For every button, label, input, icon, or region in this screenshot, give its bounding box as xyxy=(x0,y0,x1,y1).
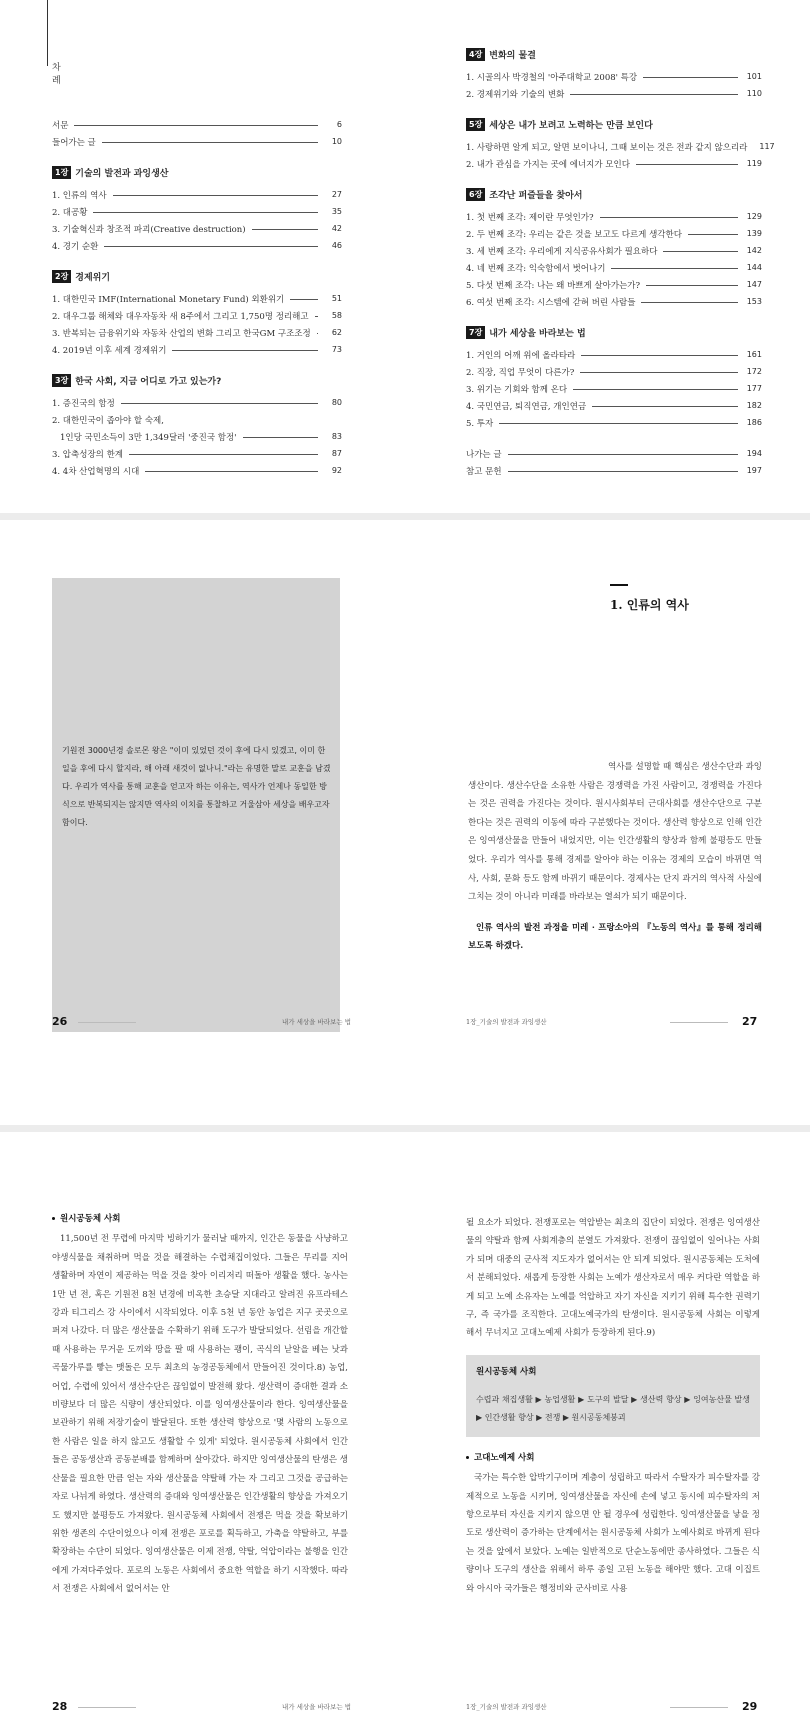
toc-entry-page: 119 xyxy=(746,159,762,168)
chapter-badge: 5장 xyxy=(466,118,485,131)
toc-entry[interactable] xyxy=(52,237,342,254)
toc-leader-line xyxy=(252,229,318,230)
toc-entry-page: 182 xyxy=(746,401,762,410)
toc-chapter-heading[interactable] xyxy=(466,116,762,133)
toc-entry-title: 1. 첫 번째 조각: 제이란 무엇인가? xyxy=(466,212,594,223)
toc-entry[interactable] xyxy=(52,428,342,445)
chapter-badge: 3장 xyxy=(52,374,71,387)
toc-entry-title: 5. 투자 xyxy=(466,418,494,429)
toc-entry[interactable] xyxy=(466,68,762,85)
toc-chapter-heading[interactable] xyxy=(52,164,342,181)
chapter-opening-spread xyxy=(0,520,810,1132)
toc-leader-line xyxy=(113,195,318,196)
toc-entry-page: 144 xyxy=(746,263,762,272)
toc-entry[interactable] xyxy=(52,133,342,150)
toc-entry[interactable] xyxy=(466,225,762,242)
toc-leader-line xyxy=(508,454,738,455)
body-emphasis: 인류 역사의 발전 과정을 미레 · 프랑소아의 『노동의 역사』를 통해 정리해 보도록 하겠다. xyxy=(468,922,762,952)
toc-entry-title: 2. 대한민국이 좁아야 할 숙제, xyxy=(52,415,164,426)
toc-leader-line xyxy=(643,77,738,78)
toc-leader-line xyxy=(663,251,738,252)
page-number-left: 26 xyxy=(52,1015,68,1028)
toc-entry-title: 3. 위기는 기회와 함께 온다 xyxy=(466,384,568,395)
toc-leader-line xyxy=(102,142,318,143)
chapter-title: 내가 세상을 바라보는 법 xyxy=(489,329,586,339)
toc-leader-line xyxy=(145,471,318,472)
toc-entry[interactable] xyxy=(466,293,762,310)
toc-entry-page: 110 xyxy=(746,89,762,98)
page-number-right: 29 xyxy=(742,1700,758,1713)
toc-entry-page: 58 xyxy=(331,311,342,320)
toc-entry-page: 161 xyxy=(746,350,762,359)
chapter-title-rule xyxy=(610,584,628,586)
toc-leader-line xyxy=(570,94,738,95)
toc-entry[interactable] xyxy=(52,394,342,411)
right-page-body xyxy=(466,1214,760,1598)
toc-entry-page: 6 xyxy=(336,120,342,129)
toc-entry[interactable] xyxy=(466,380,762,397)
toc-entry-page: 177 xyxy=(746,384,762,393)
toc-entry-title: 1. 사랑하면 알게 되고, 알면 보이나니, 그때 보이는 것은 전과 같지 않으리라 xyxy=(466,142,748,153)
summary-box-flow: 수렵과 채집생활 ▶ 농업생활 ▶ 도구의 발달 ▶ 생산력 향상 ▶ 잉여농산물 발생 ▶ 인간생활 향상 ▶ 전쟁 ▶ 원시공동체붕괴 xyxy=(476,1394,750,1422)
toc-entry-page: 87 xyxy=(331,449,342,458)
toc-entry[interactable] xyxy=(466,242,762,259)
toc-entry-page: 139 xyxy=(746,229,762,238)
toc-entry-title: 3. 반복되는 금융위기와 자동차 산업의 변화 그리고 한국GM 구조조정 xyxy=(52,328,311,339)
toc-entry[interactable] xyxy=(466,155,762,172)
chapter-body xyxy=(468,758,762,956)
bullet-icon xyxy=(52,1217,55,1220)
footer-line xyxy=(670,1707,728,1708)
chapter-badge: 1장 xyxy=(52,166,71,179)
body-paragraph: 역사를 설명할 때 핵심은 생산수단과 과잉생산이다. 생산수단을 소유한 사람은 경쟁력을 가진 사람이고, 경쟁력을 가진다는 것은 권력을 가진다는 것이다. 원시사회부터 근대사회를 생산수단으로 구분한다는 것은 권력의 이동에 따라 구분했다는 것이다. 생산력 향상으로 인해 인간은 잉여생산물을 만들어 내었지만, 이는 인간생활의 향상과 함께 불평등도 만들었다. 우리가 역사를 통해 경제를 알아야 하는 이유는 경제의 모습이 바뀌면 역사, 사회, 문화 등도 함께 바뀌기 때문이다. 경제사는 단지 과거의 역사적 사실에 그치는 것이 아니라 미래를 바라보는 열쇠가 되기 때문이다. xyxy=(468,762,762,903)
chapter-badge: 4장 xyxy=(466,48,485,61)
toc-entry[interactable] xyxy=(466,397,762,414)
toc-entry-page: 83 xyxy=(331,432,342,441)
toc-chapter-heading[interactable] xyxy=(52,268,342,285)
toc-leader-line xyxy=(290,299,318,300)
section-heading: 고대노예제 사회 xyxy=(466,1449,760,1467)
chapter-title: 세상은 내가 보려고 노력하는 만큼 보인다 xyxy=(489,121,653,131)
toc-leader-line xyxy=(121,403,318,404)
chapter-title: 1. 인류의 역사 xyxy=(610,598,689,612)
toc-entry[interactable] xyxy=(52,220,342,237)
toc-entry-title: 서문 xyxy=(52,120,69,131)
toc-entry[interactable] xyxy=(52,445,342,462)
toc-entry-title: 1. 증진국의 함정 xyxy=(52,398,115,409)
toc-leader-line xyxy=(93,212,318,213)
toc-leader-line xyxy=(129,454,318,455)
summary-box-title: 원시공동체 사회 xyxy=(476,1366,537,1377)
toc-entry[interactable] xyxy=(466,85,762,102)
section-heading: 원시공동체 사회 xyxy=(52,1210,348,1228)
running-footer-left: 내가 세상을 바라보는 법 xyxy=(282,1703,351,1711)
chapter-badge: 7장 xyxy=(466,326,485,339)
toc-leader-line xyxy=(636,164,738,165)
running-footer-right: 1장_기술의 발전과 과잉생산 xyxy=(466,1018,547,1026)
toc-entry-title: 3. 기술혁신과 창조적 파괴(Creative destruction) xyxy=(52,224,246,235)
toc-leader-line xyxy=(573,389,738,390)
toc-entry-page: 172 xyxy=(746,367,762,376)
toc-entry-title: 1. 대한민국 IMF(International Monetary Fund) 외환위기 xyxy=(52,294,285,305)
toc-entry[interactable] xyxy=(466,259,762,276)
toc-chapter-heading[interactable] xyxy=(466,186,762,203)
toc-entry-title: 4. 2019년 이후 세계 경제위기 xyxy=(52,345,167,356)
toc-entry[interactable] xyxy=(466,276,762,293)
toc-entry[interactable] xyxy=(466,363,762,380)
footer-line xyxy=(670,1022,728,1023)
page-number-right: 27 xyxy=(742,1015,758,1028)
toc-chapter-heading[interactable] xyxy=(466,46,762,63)
toc-leader-line xyxy=(646,285,738,286)
bullet-icon xyxy=(466,1456,469,1459)
toc-entry[interactable] xyxy=(466,445,762,462)
toc-leader-line xyxy=(580,372,738,373)
toc-entry-page: 92 xyxy=(331,466,342,475)
toc-entry-title: 3. 세 번째 조각: 우리에게 지식공유사회가 필요하다 xyxy=(466,246,658,257)
toc-entry-page: 142 xyxy=(746,246,762,255)
toc-entry[interactable] xyxy=(466,138,775,155)
running-footer-right: 1장_기술의 발전과 과잉생산 xyxy=(466,1703,547,1711)
toc-entry[interactable] xyxy=(52,462,342,479)
toc-entry-page: 194 xyxy=(746,449,762,458)
toc-entry-page: 117 xyxy=(759,142,775,151)
toc-entry[interactable] xyxy=(466,414,762,431)
toc-entry[interactable] xyxy=(52,341,342,358)
toc-entry-title: 2. 내가 관심을 가지는 곳에 에너지가 모인다 xyxy=(466,159,630,170)
toc-entry-title: 2. 대우그룹 해체와 대우자동차 새 8주에서 그리고 1,750명 정리해고 xyxy=(52,311,309,322)
running-footer-left: 내가 세상을 바라보는 법 xyxy=(282,1018,351,1026)
toc-entry[interactable] xyxy=(52,411,342,428)
chapter-badge: 6장 xyxy=(466,188,485,201)
body-paragraph: 11,500년 전 무렵에 마지막 빙하기가 물러날 때까지, 인간은 동물을 사냥하고 야생식물을 채취하며 먹을 것을 해결하는 수렵채집이었다. 그들은 무리를 지어 생활하며 자연이 제공하는 먹을 것을 찾아 이리저리 떠돌아 생활을 했다. 농사는 1만 년 전, 혹은 기원전 8천 년경에 비옥한 초승달 지대라고 알려진 유프라테스 강과 티그리스 강 사이에서 시작되었다. 이후 5천 년 동안 농업은 지구 곳곳으로 퍼져 나갔다. 더 많은 생산물을 수확하기 위해 도구가 발달되었다. 선림을 개간할 때 사용하는 무거운 도끼와 땅을 팔 때 사용하는 괭이, 곡식의 낟알을 베는 낫과 곡물가루를 빻는 맷돌은 모두 최초의 농경공동체에서 만들어진 것이다.8) 농업, 어업, 수렵에 있어서 생산수단은 끊임없이 발전해 왔다. 생산력이 증대한 결과 소비량보다 더 많은 식량이 생산되었다. 이를 잉여생산물이라 한다. 잉여생산물을 보관하기 위해 저장기술이 발달된다. 또한 생산력 향상으로 '몇 사람의 노동으로 한 사람은 일을 하지 않고도 생활할 수 있게' 되었다. 원시공동체 사회에서 인간들은 공동생산과 공동분배를 함께하며 살아갔다. 하지만 잉여생산물의 탄생은 생산물을 필요한 만큼 얻는 자와 생산물을 약탈해 가는 자 그리고 그것을 공급하는 자로 나뉘게 하였다. 생산력의 증대와 잉여생산물은 인간생활의 향상을 가져오기도 했지만 불평등도 가져왔다. 원시공동체 사회에서 전쟁은 먹을 것을 확보하기 위한 생존의 수단이었으나 이제 전쟁은 포로를 획득하고, 가축을 약탈하고, 부를 확장하는 수단이 되었다. 잉여생산물은 이제 전쟁, 약탈, 억압이라는 불행을 인간에게 가져다주었다. 포로의 노동은 사회에서 중요한 역할을 하기 시작했다. 따라서 전쟁은 사회에서 없어서는 안 xyxy=(52,1234,348,1595)
toc-entry-page: 197 xyxy=(746,466,762,475)
toc-entry[interactable] xyxy=(52,203,342,220)
toc-leader-line xyxy=(508,471,738,472)
chapter-badge: 2장 xyxy=(52,270,71,283)
toc-entry-title: 들어가는 글 xyxy=(52,137,96,148)
toc-entry-title: 6. 여섯 번째 조각: 시스템에 갇혀 버린 사람들 xyxy=(466,297,636,308)
toc-entry-title: 2. 경제위기와 기술의 변화 xyxy=(466,89,565,100)
toc-entry-title: 1. 인류의 역사 xyxy=(52,190,107,201)
toc-leader-line xyxy=(499,423,738,424)
toc-entry[interactable] xyxy=(466,462,762,479)
toc-entry-title: 1. 시골의사 박경철의 '아주대학교 2008' 특강 xyxy=(466,72,638,83)
toc-chapter-heading[interactable] xyxy=(52,372,342,389)
summary-box xyxy=(466,1355,760,1437)
toc-leader-line xyxy=(172,350,318,351)
toc-entry-page: 46 xyxy=(331,241,342,250)
toc-entry-title: 2. 대공황 xyxy=(52,207,88,218)
toc-leader-line xyxy=(104,246,318,247)
toc-leader-line xyxy=(581,355,738,356)
toc-entry[interactable] xyxy=(52,186,342,203)
page-number-left: 28 xyxy=(52,1700,68,1713)
toc-entry-title: 3. 압축성장의 한계 xyxy=(52,449,123,460)
chapter-title: 변화의 물결 xyxy=(489,51,536,61)
toc-entry-title: 4. 국민연금, 퇴직연금, 개인연금 xyxy=(466,401,587,412)
footer-line xyxy=(78,1707,136,1708)
toc-leader-line xyxy=(315,316,318,317)
epigraph-quote: 기원전 3000년경 솔로몬 왕은 "이미 있었던 것이 후에 다시 있겠고, 이미 한 일을 후에 다시 할지라, 해 아래 새것이 없나니."라는 유명한 말로 교훈을 남겼다. 우리가 역사를 통해 교훈을 얻고자 하는 이유는, 역사가 언제나 동일한 방식으로 반복되지는 않지만 역사의 이치를 통찰하고 거울삼아 세상을 배우고자 함이다. xyxy=(62,746,331,827)
toc-entry-title: 4. 경기 순환 xyxy=(52,241,99,252)
toc-entry-page: 147 xyxy=(746,280,762,289)
toc-spread xyxy=(0,0,810,520)
body-paragraph: 될 요소가 되었다. 전쟁포로는 역압받는 최초의 집단이 되었다. 전쟁은 잉여생산물의 약탈과 함께 사회계층의 분열도 가져왔다. 전쟁이 끊임없이 일어나는 사회가 되며 대중의 군사적 지도자가 없어서는 안 되게 되었다. 원시공동체는 도처에서 분해되었다. 새롭게 등장한 사회는 노예가 생산자로서 매우 커다란 역할을 하게 되고 노예 소유자는 노예를 억압하고 자기 자신을 지키기 위해 특수한 권력기구, 즉 국가를 조직한다. 고대노예국가의 탄생이다. 원시공동체 사회는 이렇게 해서 무너지고 고대노예제 사회가 등장하게 된다.9) xyxy=(466,1218,760,1339)
toc-entry-page: 10 xyxy=(331,137,342,146)
toc-entry-page: 35 xyxy=(331,207,342,216)
toc-entry-page: 73 xyxy=(331,345,342,354)
toc-entry-title: 2. 두 번째 조각: 우리는 같은 것을 보고도 다르게 생각한다 xyxy=(466,229,682,240)
toc-leader-line xyxy=(243,437,319,438)
toc-left-column xyxy=(52,116,342,479)
chapter-title: 경제위기 xyxy=(75,273,111,283)
toc-entry-title: 1. 거인의 어깨 위에 올라타라 xyxy=(466,350,576,361)
toc-leader-line xyxy=(600,217,738,218)
left-page-body xyxy=(52,1210,348,1599)
toc-leader-line xyxy=(611,268,738,269)
toc-entry[interactable] xyxy=(52,307,342,324)
toc-entry-page: 153 xyxy=(746,297,762,306)
toc-leader-line xyxy=(641,302,738,303)
toc-entry-title: 나가는 글 xyxy=(466,449,502,460)
toc-entry-page: 186 xyxy=(746,418,762,427)
toc-entry-page: 51 xyxy=(331,294,342,303)
toc-entry-title: 4. 네 번째 조각: 익숙함에서 벗어나기 xyxy=(466,263,606,274)
toc-entry-page: 27 xyxy=(331,190,342,199)
toc-entry-title: 2. 직장, 직업 무엇이 다른가? xyxy=(466,367,575,378)
toc-chapter-heading[interactable] xyxy=(466,324,762,341)
toc-entry-page: 62 xyxy=(331,328,342,337)
toc-right-column xyxy=(466,46,775,479)
body-paragraph: 국가는 특수한 압박기구이며 계층이 성립하고 따라서 수탈자가 피수탈자를 강제적으로 노동을 시키며, 잉여생산물을 자신에 손에 넣고 동시에 피수탈자의 저항으로부터 자신을 지키지 않으면 안 될 경우에 성립한다. 잉여생산물을 낳을 정도로 생산력이 증가하는 단계에서는 원시공동체 사회가 노예사회로 바뀌게 된다는 것을 앞에서 보았다. 노예는 일반적으로 단순노동에만 종사하였다. 그들은 식량이나 도구의 생산을 위해서 하루 종일 고된 노동을 해야만 했다. 고대 이집트와 아시아 국가들은 행정비와 군사비로 사용 xyxy=(466,1473,760,1594)
toc-marker-line xyxy=(47,0,48,66)
toc-entry-page: 80 xyxy=(331,398,342,407)
toc-label: 차례 xyxy=(52,63,61,86)
toc-entry[interactable] xyxy=(52,116,342,133)
toc-entry-title: 4. 4차 산업혁명의 시대 xyxy=(52,466,140,477)
chapter-title: 기술의 발전과 과잉생산 xyxy=(75,169,169,179)
toc-entry-title: 참고 문헌 xyxy=(466,466,502,477)
spacer xyxy=(466,431,762,445)
toc-leader-line xyxy=(592,406,738,407)
chapter-title: 조각난 퍼즐들을 찾아서 xyxy=(489,191,583,201)
toc-entry-page: 101 xyxy=(746,72,762,81)
footer-line xyxy=(78,1022,136,1023)
toc-leader-line xyxy=(74,125,318,126)
toc-entry-title: 1인당 국민소득이 3만 1,349달러 '중진국 함정' xyxy=(60,432,237,443)
toc-leader-line xyxy=(317,333,318,334)
toc-leader-line xyxy=(688,234,738,235)
body-spread xyxy=(0,1132,810,1725)
chapter-title: 한국 사회, 지금 어디로 가고 있는가? xyxy=(75,377,222,387)
toc-entry[interactable] xyxy=(466,346,762,363)
toc-entry-page: 129 xyxy=(746,212,762,221)
toc-entry[interactable] xyxy=(52,324,342,341)
toc-entry-page: 42 xyxy=(331,224,342,233)
toc-entry[interactable] xyxy=(466,208,762,225)
toc-entry-title: 5. 다섯 번째 조각: 나는 왜 바쁘게 살아가는가? xyxy=(466,280,641,291)
toc-entry[interactable] xyxy=(52,290,342,307)
